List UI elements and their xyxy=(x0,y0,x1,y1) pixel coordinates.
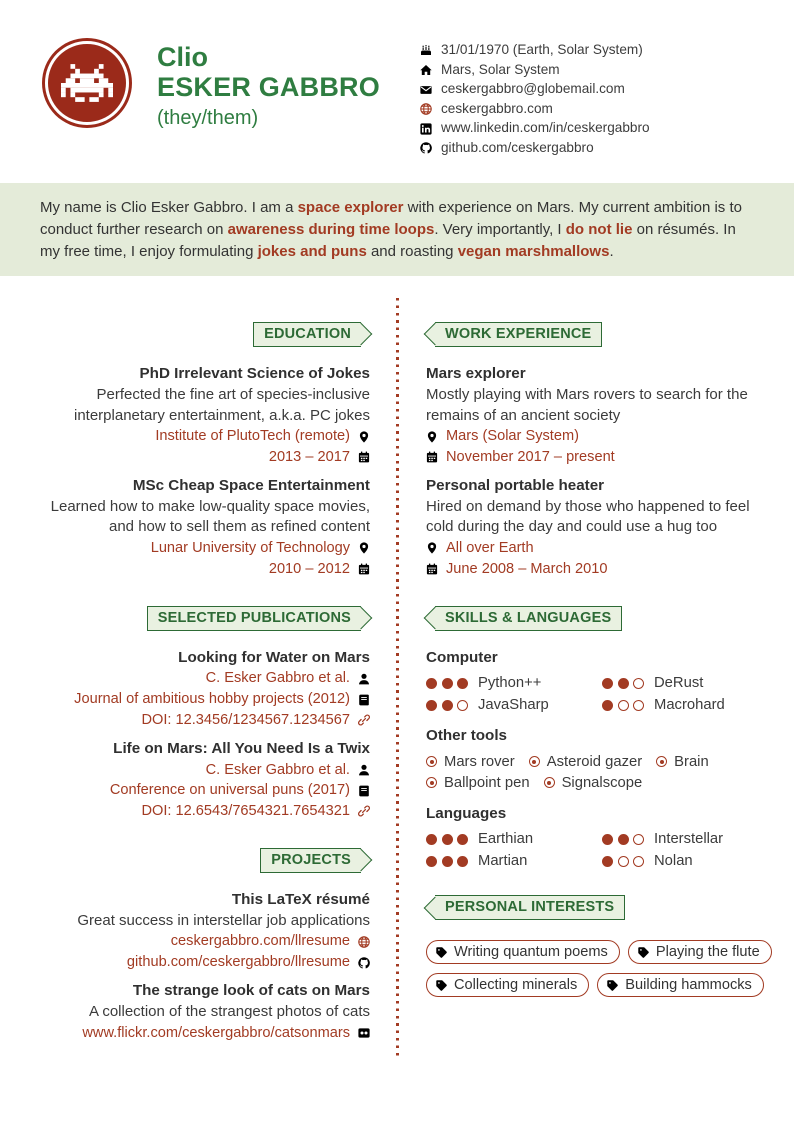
intro-paragraph: My name is Clio Esker Gabbro. I am a space explorer with experience on Mars. My current ambition is to conduct further research on awareness during time loops. Very importantly, I do not lie on résumés. In my free time, I enjoy formulating jokes and puns and roasting vegan marshmallows. xyxy=(40,199,742,261)
rating-dot-empty xyxy=(457,700,468,711)
rating-dot-empty xyxy=(633,678,644,689)
website-link[interactable]: ceskergabbro.com xyxy=(441,100,553,116)
interest-pill: Collecting minerals xyxy=(426,973,589,997)
language-item: Martian xyxy=(426,853,602,869)
section-heading-skills: SKILLS & LANGUAGES xyxy=(435,606,622,631)
section-heading-education: EDUCATION xyxy=(253,322,361,347)
entry-dates: 2013 – 2017 xyxy=(40,447,370,468)
body-columns xyxy=(0,276,794,1051)
last-name: ESKER GABBRO xyxy=(157,72,380,103)
contact-list xyxy=(418,38,770,160)
section-heading-personal-interests: PERSONAL INTERESTS xyxy=(435,895,625,920)
entry-title: PhD Irrelevant Science of Jokes xyxy=(139,364,370,382)
contact-item-location xyxy=(418,63,770,78)
publication-authors: C. Esker Gabbro et al. xyxy=(40,668,370,689)
rating-dot-filled xyxy=(426,834,437,845)
experience-entry xyxy=(426,364,772,468)
email-link[interactable]: ceskergabbro@globemail.com xyxy=(441,81,625,97)
globe-icon xyxy=(420,103,432,115)
space-invader-icon xyxy=(61,64,113,102)
link-icon xyxy=(358,805,370,817)
language-rating xyxy=(602,856,644,867)
skills-group-tools: Other tools xyxy=(426,727,508,745)
calendar-icon xyxy=(426,451,438,463)
name-block xyxy=(157,38,380,131)
rating-dot-filled xyxy=(457,856,468,867)
entry-location: All over Earth xyxy=(426,538,772,559)
section-heading-work-experience: WORK EXPERIENCE xyxy=(435,322,602,347)
publication-title: Life on Mars: All You Need Is a Twix xyxy=(113,739,370,757)
dot-circle-icon xyxy=(529,756,540,767)
github-link[interactable]: github.com/ceskergabbro xyxy=(441,139,594,155)
journal-icon xyxy=(358,785,370,797)
skills-group-computer: Computer xyxy=(426,648,498,666)
contact-item-birthday xyxy=(418,43,770,58)
tag-icon xyxy=(436,947,447,958)
tool-item: Ballpoint pen xyxy=(426,775,530,791)
rating-dot-filled xyxy=(602,700,613,711)
skill-rating xyxy=(426,700,468,711)
rating-dot-filled xyxy=(602,834,613,845)
publication-entry xyxy=(40,648,370,731)
publication-doi-link[interactable]: DOI: 12.6543/7654321.7654321 xyxy=(40,801,370,822)
rating-dot-filled xyxy=(602,678,613,689)
entry-description: Perfected the fine art of species-inclusive interplanetary entertainment, a.k.a. PC jokes xyxy=(74,385,370,424)
header xyxy=(0,0,794,160)
rating-dot-empty xyxy=(633,834,644,845)
rating-dot-filled xyxy=(426,678,437,689)
section-heading-projects: PROJECTS xyxy=(260,848,361,873)
education-entry xyxy=(40,476,370,580)
tool-item: Mars rover xyxy=(426,754,515,770)
column-divider xyxy=(396,298,399,1060)
rating-dot-filled xyxy=(618,834,629,845)
rating-dot-filled xyxy=(457,678,468,689)
entry-description: Learned how to make low-quality space movies, and how to sell them as refined content xyxy=(50,497,370,536)
map-pin-icon xyxy=(358,431,370,443)
interest-pill: Playing the flute xyxy=(628,940,772,964)
contact-item-linkedin xyxy=(418,121,770,136)
rating-dot-empty xyxy=(618,856,629,867)
linkedin-icon xyxy=(420,123,432,135)
entry-description: Hired on demand by those who happened to feel cold during the day and could use a hug too xyxy=(426,497,750,536)
home-icon xyxy=(420,64,432,76)
experience-entry xyxy=(426,476,772,580)
entry-dates: June 2008 – March 2010 xyxy=(426,559,772,580)
rating-dot-filled xyxy=(426,856,437,867)
language-rating xyxy=(602,834,644,845)
person-icon xyxy=(358,673,370,685)
dot-circle-icon xyxy=(426,756,437,767)
contact-text: 31/01/1970 (Earth, Solar System) xyxy=(441,42,643,57)
rating-dot-empty xyxy=(633,856,644,867)
entry-title: MSc Cheap Space Entertainment xyxy=(132,476,370,494)
rating-dot-filled xyxy=(442,856,453,867)
project-title: This LaTeX résumé xyxy=(231,890,370,908)
languages-grid xyxy=(426,831,772,869)
publication-title: Looking for Water on Mars xyxy=(178,648,370,666)
tag-icon xyxy=(436,980,447,991)
github-icon xyxy=(358,957,370,969)
calendar-icon xyxy=(426,563,438,575)
tool-item: Asteroid gazer xyxy=(529,754,642,770)
contact-text: Mars, Solar System xyxy=(441,61,560,77)
language-rating xyxy=(426,834,468,845)
rating-dot-filled xyxy=(602,856,613,867)
entry-dates: 2010 – 2012 xyxy=(40,559,370,580)
interest-pill: Building hammocks xyxy=(597,973,764,997)
project-flickr-link[interactable]: www.flickr.com/ceskergabbro/catsonmars xyxy=(40,1023,370,1044)
entry-location: Lunar University of Technology xyxy=(40,538,370,559)
skill-item: Macrohard xyxy=(602,697,772,713)
rating-dot-empty xyxy=(633,700,644,711)
contact-item-email xyxy=(418,82,770,97)
skill-rating xyxy=(602,700,644,711)
tag-icon xyxy=(607,980,618,991)
entry-title: Mars explorer xyxy=(426,364,526,382)
calendar-icon xyxy=(358,563,370,575)
dot-circle-icon xyxy=(426,777,437,788)
entry-location: Mars (Solar System) xyxy=(426,426,772,447)
left-column xyxy=(40,322,370,1051)
interest-pill: Writing quantum poems xyxy=(426,940,620,964)
globe-icon xyxy=(358,936,370,948)
language-item: Interstellar xyxy=(602,831,772,847)
skill-item: JavaSharp xyxy=(426,697,602,713)
project-entry xyxy=(40,981,370,1043)
publication-venue: Conference on universal puns (2017) xyxy=(40,780,370,801)
first-name: Clio xyxy=(157,42,208,72)
tool-item: Signalscope xyxy=(544,775,643,791)
map-pin-icon xyxy=(426,542,438,554)
skill-rating xyxy=(602,678,644,689)
language-item: Nolan xyxy=(602,853,772,869)
language-rating xyxy=(426,856,468,867)
dot-circle-icon xyxy=(656,756,667,767)
language-item: Earthian xyxy=(426,831,602,847)
rating-dot-filled xyxy=(618,678,629,689)
right-column xyxy=(426,322,772,1051)
rating-dot-filled xyxy=(442,678,453,689)
journal-icon xyxy=(358,694,370,706)
birthday-cake-icon xyxy=(420,44,432,56)
map-pin-icon xyxy=(358,542,370,554)
rating-dot-filled xyxy=(426,700,437,711)
entry-location: Institute of PlutoTech (remote) xyxy=(40,426,370,447)
project-entry xyxy=(40,890,370,973)
envelope-icon xyxy=(420,84,432,96)
entry-title: Personal portable heater xyxy=(426,476,605,494)
publication-doi-link[interactable]: DOI: 12.3456/1234567.1234567 xyxy=(40,710,370,731)
pronouns: (they/them) xyxy=(157,107,259,130)
link-icon xyxy=(358,714,370,726)
flickr-icon xyxy=(358,1027,370,1039)
calendar-icon xyxy=(358,451,370,463)
interests-list xyxy=(426,940,772,997)
tools-list xyxy=(426,754,772,791)
tool-item: Brain xyxy=(656,754,709,770)
education-entry xyxy=(40,364,370,468)
publication-entry xyxy=(40,739,370,822)
project-github-link[interactable]: github.com/ceskergabbro/llresume xyxy=(40,952,370,973)
avatar xyxy=(45,41,129,125)
project-website-link[interactable]: ceskergabbro.com/llresume xyxy=(40,931,370,952)
github-icon xyxy=(420,142,432,154)
map-pin-icon xyxy=(426,431,438,443)
skill-rating xyxy=(426,678,468,689)
tag-icon xyxy=(638,947,649,958)
computer-skills-grid xyxy=(426,675,772,713)
rating-dot-filled xyxy=(457,834,468,845)
entry-description: Mostly playing with Mars rovers to search for the remains of an ancient society xyxy=(426,385,748,424)
contact-item-github xyxy=(418,141,770,156)
project-description: Great success in interstellar job applications xyxy=(77,911,370,929)
skill-item: DeRust xyxy=(602,675,772,691)
skills-group-languages: Languages xyxy=(426,804,507,822)
linkedin-link[interactable]: www.linkedin.com/in/ceskergabbro xyxy=(441,120,650,136)
project-description: A collection of the strangest photos of cats xyxy=(88,1002,370,1020)
person-icon xyxy=(358,764,370,776)
project-title: The strange look of cats on Mars xyxy=(132,981,370,999)
skill-item: Python++ xyxy=(426,675,602,691)
dot-circle-icon xyxy=(544,777,555,788)
section-heading-publications: SELECTED PUBLICATIONS xyxy=(147,606,361,631)
contact-item-website xyxy=(418,102,770,117)
publication-authors: C. Esker Gabbro et al. xyxy=(40,760,370,781)
rating-dot-empty xyxy=(618,700,629,711)
rating-dot-filled xyxy=(442,700,453,711)
rating-dot-filled xyxy=(442,834,453,845)
publication-venue: Journal of ambitious hobby projects (2012) xyxy=(40,689,370,710)
entry-dates: November 2017 – present xyxy=(426,447,772,468)
intro-banner xyxy=(0,183,794,276)
